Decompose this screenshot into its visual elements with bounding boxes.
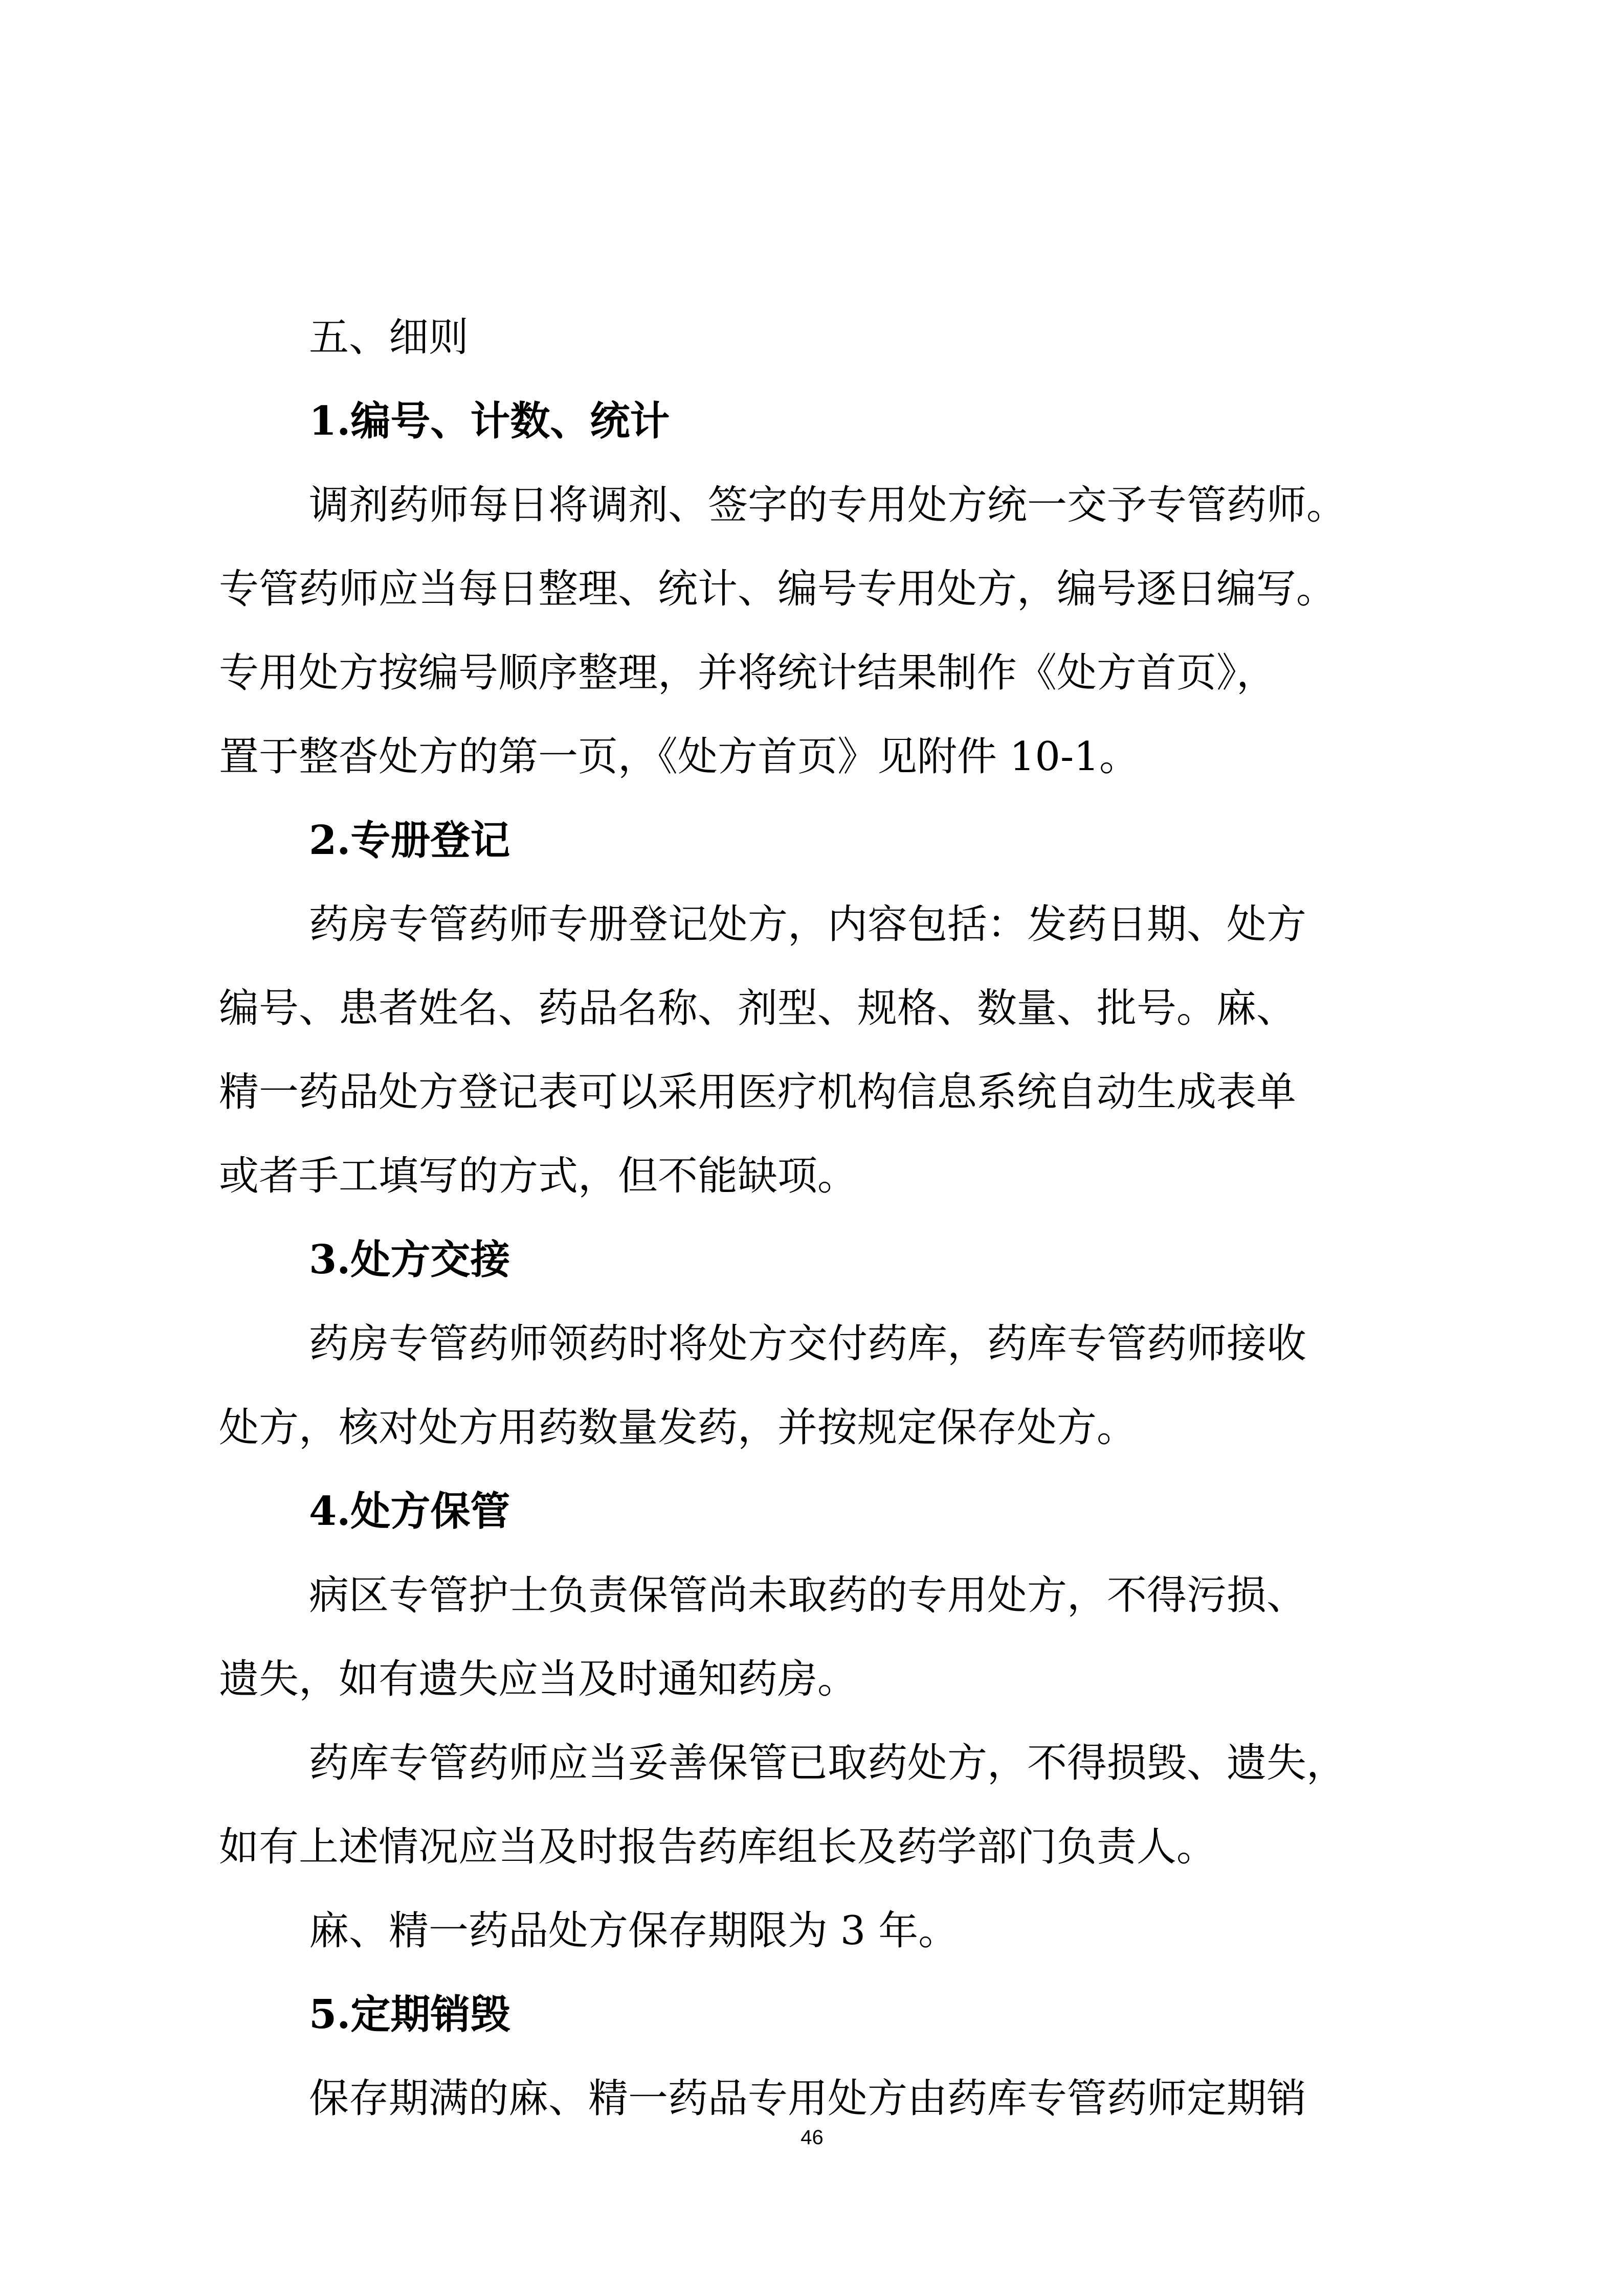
paragraph-line: 药库专管药师应当妥善保管已取药处方，不得损毁、遗失， — [309, 1740, 1347, 1786]
document-body — [219, 296, 1416, 2141]
paragraph-line: 专用处方按编号顺序整理，并将统计结果制作《处方首页》， — [219, 650, 1277, 696]
paragraph-line: 病区专管护士负责保管尚未取药的专用处方，不得污损、 — [309, 1572, 1307, 1618]
paragraph-line: 保存期满的麻、精一药品专用处方由药库专管药师定期销 — [309, 2076, 1307, 2122]
paragraph-line: 置于整沓处方的第一页，《处方首页》见附件 10-1。 — [219, 734, 1140, 780]
paragraph-line: 或者手工填写的方式，但不能缺项。 — [219, 1153, 858, 1199]
subsection-heading-5: 5.定期销毁 — [309, 1991, 510, 2038]
paragraph-line: 药房专管药师专册登记处方，内容包括：发药日期、处方 — [309, 902, 1307, 948]
subsection-heading-4: 4.处方保管 — [309, 1488, 510, 1535]
paragraph-line: 药房专管药师领药时将处方交付药库，药库专管药师接收 — [309, 1321, 1307, 1367]
paragraph-line: 如有上述情况应当及时报告药库组长及药学部门负责人。 — [219, 1824, 1217, 1870]
subsection-heading-1: 1.编号、计数、统计 — [309, 398, 670, 444]
paragraph-line: 处方，核对处方用药数量发药，并按规定保存处方。 — [219, 1405, 1137, 1451]
paragraph-line: 遗失，如有遗失应当及时通知药房。 — [219, 1656, 858, 1702]
subsection-heading-3: 3.处方交接 — [309, 1236, 510, 1283]
section-title: 五、细则 — [309, 314, 469, 361]
paragraph-line: 精一药品处方登记表可以采用医疗机构信息系统自动生成表单 — [219, 1069, 1297, 1115]
page-number: 46 — [800, 2126, 824, 2149]
paragraph-line: 调剂药师每日将调剂、签字的专用处方统一交予专管药师。 — [309, 482, 1347, 528]
subsection-heading-2: 2.专册登记 — [309, 817, 510, 864]
paragraph-line: 专管药师应当每日整理、统计、编号专用处方，编号逐日编写。 — [219, 566, 1337, 612]
paragraph-line: 麻、精一药品处方保存期限为 3 年。 — [309, 1908, 959, 1954]
paragraph-line: 编号、患者姓名、药品名称、剂型、规格、数量、批号。麻、 — [219, 985, 1297, 1031]
